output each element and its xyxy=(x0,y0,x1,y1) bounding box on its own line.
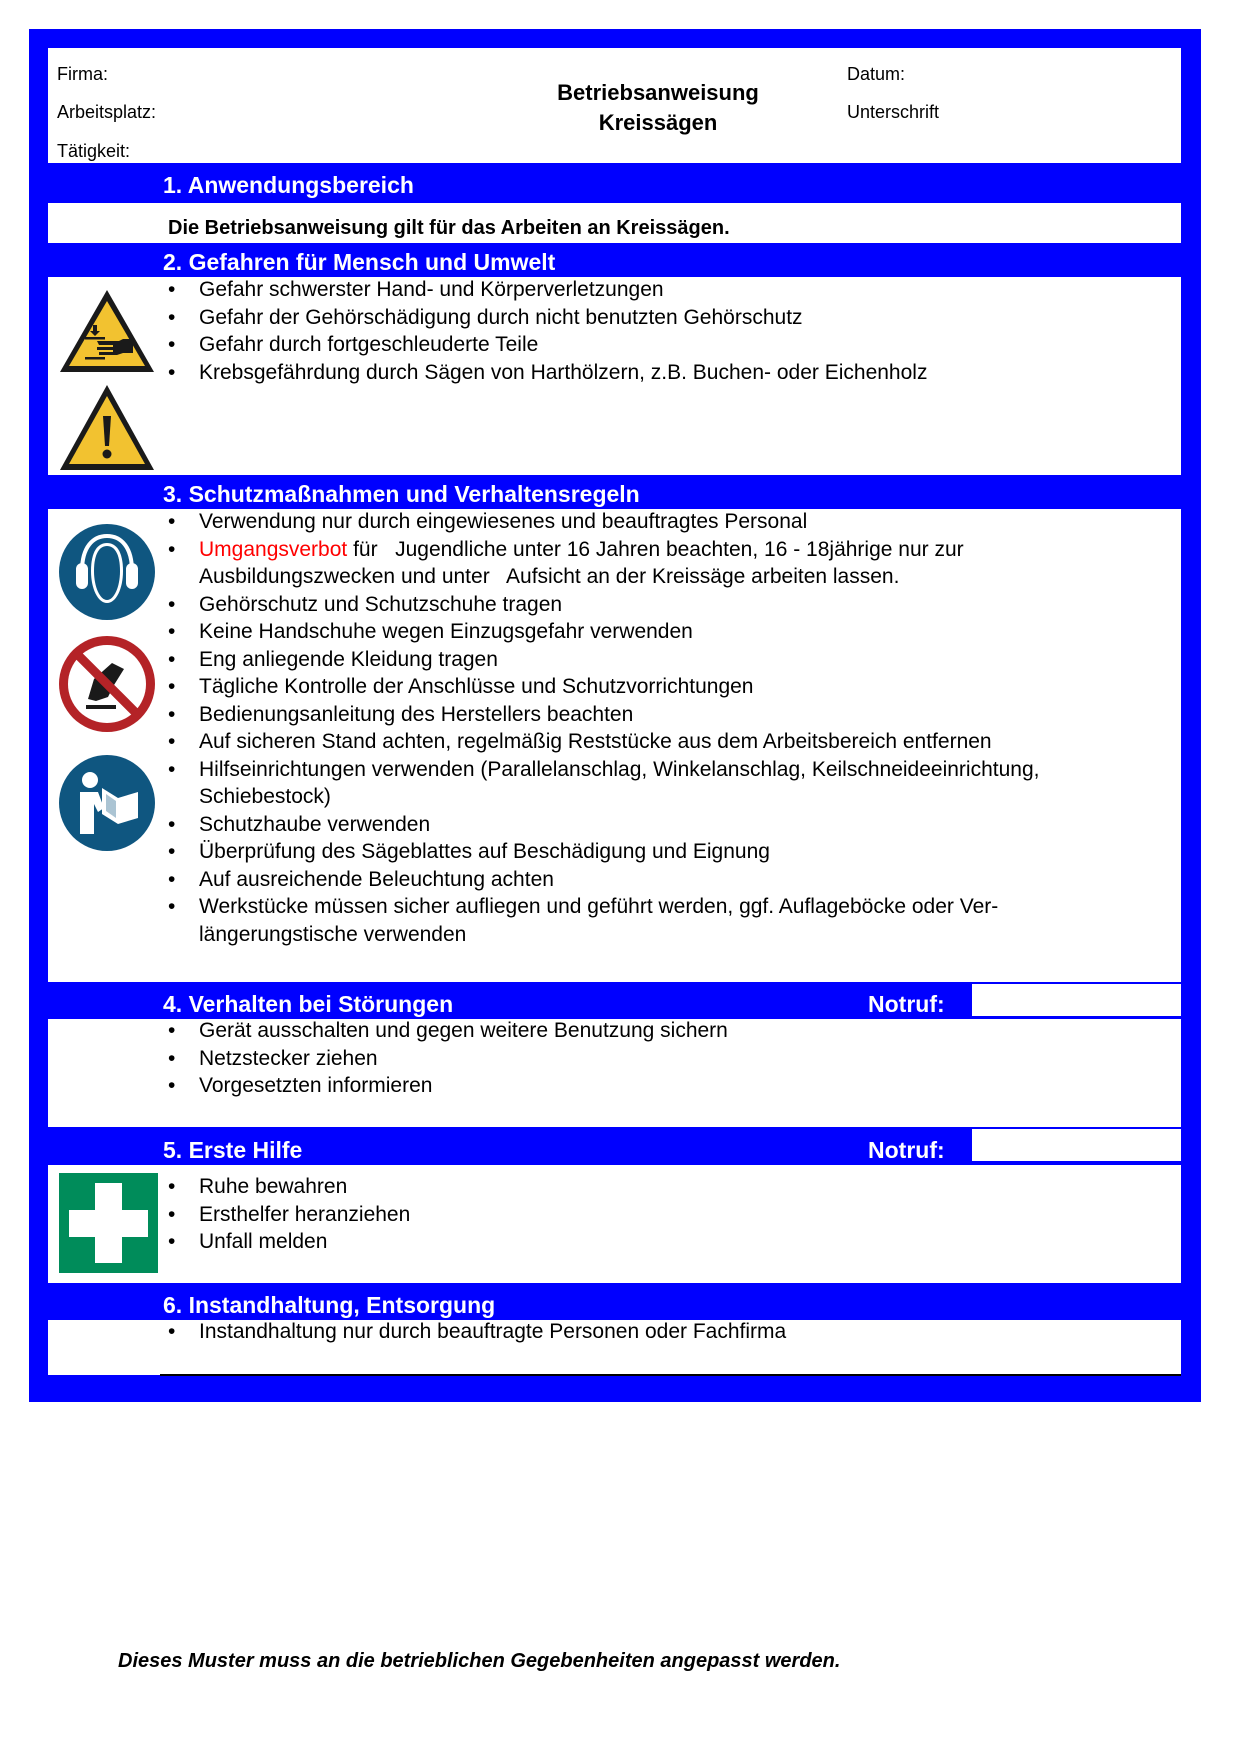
no-gloves-prohibition-icon xyxy=(58,635,156,733)
list-item: • Überprüfung des Sägeblattes auf Beschädigung und Eignung xyxy=(168,838,1039,866)
section-3-list xyxy=(168,508,1039,948)
list-item: • Auf ausreichende Beleuchtung achten xyxy=(168,866,1039,894)
umgangsverbot-highlight: Umgangsverbot xyxy=(199,537,348,561)
list-item-text: Hilfseinrichtungen verwenden (Parallelanschlag, Winkelanschlag, Keilschneideeinrichtung, xyxy=(199,757,1040,781)
notruf-label: Notruf: xyxy=(868,1137,945,1163)
list-item: • Bedienungsanleitung des Herstellers beachten xyxy=(168,701,1039,729)
list-item: • Eng anliegende Kleidung tragen xyxy=(168,646,1039,674)
hand-crush-warning-icon xyxy=(57,287,157,375)
section-6-header xyxy=(48,1283,1181,1320)
list-item: • Gerät ausschalten und gegen weitere Benutzung sichern xyxy=(168,1017,728,1045)
ear-protection-icon xyxy=(58,523,156,621)
list-item: • Keine Handschuhe wegen Einzugsgefahr verwenden xyxy=(168,618,1039,646)
document-title xyxy=(448,78,868,138)
section-3-title: 3. Schutzmaßnahmen und Verhaltensregeln xyxy=(163,481,640,507)
section-4-header xyxy=(48,982,1181,1019)
list-item: • Ruhe bewahren xyxy=(168,1173,410,1201)
list-item: • Tägliche Kontrolle der Anschlüsse und Schutzvorrichtungen xyxy=(168,673,1039,701)
notruf-label: Notruf: xyxy=(868,991,945,1017)
section-4-body xyxy=(48,1019,1181,1127)
read-manual-icon xyxy=(58,754,156,852)
list-item xyxy=(168,536,1039,591)
list-item-text-cont: längerungstische verwenden xyxy=(199,922,467,946)
unterschrift-label: Unterschrift xyxy=(847,102,940,122)
general-warning-icon xyxy=(57,382,157,472)
section-3-header xyxy=(48,475,1181,509)
notruf-input[interactable] xyxy=(972,984,1181,1019)
section-6-list xyxy=(168,1318,786,1346)
list-item: • Gehörschutz und Schutzschuhe tragen xyxy=(168,591,1039,619)
section-5-list xyxy=(168,1173,410,1256)
footer-note: Dieses Muster muss an die betrieblichen Gegebenheiten angepasst werden. xyxy=(118,1650,841,1672)
section-3-body xyxy=(48,509,1181,982)
taetigkeit-label: Tätigkeit: xyxy=(57,141,131,161)
header-panel xyxy=(48,48,1181,163)
section-5-title: 5. Erste Hilfe xyxy=(163,1137,303,1163)
section-5-header xyxy=(48,1127,1181,1165)
list-item: • Netzstecker ziehen xyxy=(168,1045,728,1073)
list-item-text-cont: Schiebestock) xyxy=(199,785,331,808)
section-4-title: 4. Verhalten bei Störungen xyxy=(163,991,454,1017)
section-4-list xyxy=(168,1017,728,1100)
list-item xyxy=(168,893,1039,948)
list-item: • Gefahr schwerster Hand- und Körperverletzungen xyxy=(168,276,927,304)
divider xyxy=(160,1374,1181,1376)
list-item: • Verwendung nur durch eingewiesenes und beauftragtes Personal xyxy=(168,508,1039,536)
title-line-2: Kreissägen xyxy=(598,110,718,135)
list-item: • Schutzhaube verwenden xyxy=(168,811,1039,839)
list-item: • Instandhaltung nur durch beauftragte Personen oder Fachfirma xyxy=(168,1318,786,1346)
list-item: • Vorgesetzten informieren xyxy=(168,1072,728,1100)
list-item: • Unfall melden xyxy=(168,1228,410,1256)
section-2-header xyxy=(48,243,1181,277)
list-item: • Auf sicheren Stand achten, regelmäßig Reststücke aus dem Arbeitsbereich entfernen xyxy=(168,728,1039,756)
list-item-text: für Jugendliche unter 16 Jahren beachten, 16 - 18jährige nur zur xyxy=(347,537,964,561)
section-6-body xyxy=(48,1320,1181,1375)
title-line-1: Betriebsanweisung xyxy=(557,80,759,105)
list-item xyxy=(168,756,1039,811)
section-2-body xyxy=(48,277,1181,475)
section-1-text: Die Betriebsanweisung gilt für das Arbeiten an Kreissägen. xyxy=(168,217,730,239)
arbeitsplatz-label: Arbeitsplatz: xyxy=(57,102,157,122)
list-item: • Gefahr der Gehörschädigung durch nicht benutzten Gehörschutz xyxy=(168,304,927,332)
notruf-input[interactable] xyxy=(972,1129,1181,1164)
list-item: • Gefahr durch fortgeschleuderte Teile xyxy=(168,331,927,359)
list-item: • Krebsgefährdung durch Sägen von Harthölzern, z.B. Buchen- oder Eichenholz xyxy=(168,359,927,387)
section-1-body xyxy=(48,203,1181,243)
section-2-list xyxy=(168,276,927,386)
datum-label: Datum: xyxy=(847,64,906,84)
first-aid-icon xyxy=(59,1173,158,1273)
section-2-title: 2. Gefahren für Mensch und Umwelt xyxy=(163,249,556,275)
list-item-text: Werkstücke müssen sicher aufliegen und geführt werden, ggf. Auflageböcke oder Ver- xyxy=(199,895,999,918)
firma-label: Firma: xyxy=(57,64,108,84)
section-6-title: 6. Instandhaltung, Entsorgung xyxy=(163,1292,496,1318)
list-item: • Ersthelfer heranziehen xyxy=(168,1201,410,1229)
section-1-header xyxy=(48,163,1181,203)
section-5-body xyxy=(48,1165,1181,1283)
section-1-title: 1. Anwendungsbereich xyxy=(163,172,414,198)
list-item-text-cont: Ausbildungszwecken und unter Aufsicht an der Kreissäge arbeiten lassen. xyxy=(199,565,900,588)
